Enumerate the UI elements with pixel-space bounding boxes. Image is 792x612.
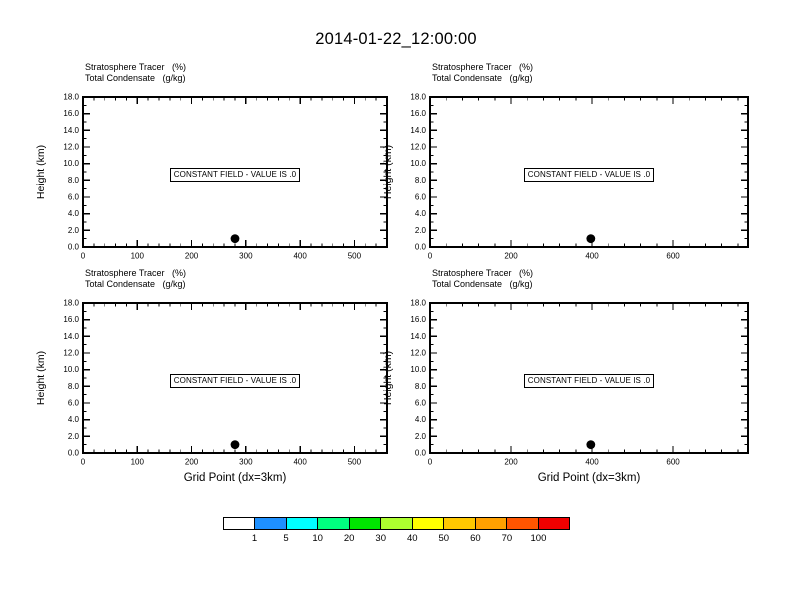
constant-field-label: CONSTANT FIELD - VALUE IS .0 bbox=[524, 168, 654, 182]
y-tick-label: 2.0 bbox=[67, 225, 79, 235]
y-tick-label: 6.0 bbox=[414, 192, 426, 202]
y-tick-label: 16.0 bbox=[63, 109, 79, 119]
data-point-dot bbox=[231, 440, 240, 449]
y-tick-label: 12.0 bbox=[63, 348, 79, 358]
y-tick-label: 8.0 bbox=[414, 381, 426, 391]
y-tick-label: 4.0 bbox=[67, 415, 79, 425]
x-tick-label: 500 bbox=[347, 251, 362, 261]
x-tick-label: 0 bbox=[80, 457, 86, 467]
colorbar-label: 60 bbox=[470, 533, 481, 544]
colorbar-cell bbox=[318, 517, 349, 530]
y-tick-label: 14.0 bbox=[410, 125, 426, 135]
y-tick-label: 2.0 bbox=[67, 431, 79, 441]
x-tick-label: 200 bbox=[504, 457, 518, 467]
x-tick-label: 600 bbox=[666, 457, 680, 467]
y-tick-label: 6.0 bbox=[414, 398, 426, 408]
y-tick-label: 16.0 bbox=[410, 109, 426, 119]
colorbar bbox=[223, 517, 570, 530]
y-tick-label: 14.0 bbox=[63, 125, 79, 135]
y-tick-label: 18.0 bbox=[410, 92, 426, 102]
panel-header bbox=[432, 268, 533, 290]
y-tick-label: 10.0 bbox=[410, 159, 426, 169]
x-tick-label: 400 bbox=[585, 251, 599, 261]
y-tick-label: 18.0 bbox=[63, 298, 79, 308]
y-tick-label: 2.0 bbox=[414, 225, 426, 235]
x-tick-label: 400 bbox=[585, 457, 599, 467]
plot-title: 2014-01-22_12:00:00 bbox=[315, 30, 477, 48]
colorbar-cell bbox=[476, 517, 507, 530]
x-tick-label: 200 bbox=[504, 251, 518, 261]
colorbar-label: 100 bbox=[530, 533, 547, 544]
colorbar-label: 70 bbox=[501, 533, 513, 544]
tracer-label: Stratosphere Tracer (%) bbox=[85, 268, 187, 278]
y-tick-label: 14.0 bbox=[410, 331, 426, 341]
x-tick-label: 400 bbox=[293, 251, 307, 261]
y-tick-label: 8.0 bbox=[414, 175, 426, 185]
colorbar-label: 1 bbox=[251, 533, 258, 544]
y-tick-label: 4.0 bbox=[414, 209, 426, 219]
condensate-label: Total Condensate (g/kg) bbox=[432, 73, 533, 83]
colorbar-cell bbox=[287, 517, 318, 530]
colorbar-label: 20 bbox=[343, 533, 355, 544]
y-axis-title: Height (km) bbox=[35, 144, 47, 200]
tracer-label: Stratosphere Tracer (%) bbox=[432, 268, 534, 278]
constant-field-box bbox=[430, 164, 748, 182]
panel-header bbox=[85, 268, 186, 290]
y-tick-label: 18.0 bbox=[63, 92, 79, 102]
panel-header bbox=[432, 62, 533, 84]
y-tick-label: 12.0 bbox=[410, 348, 426, 358]
y-axis-title: Height (km) bbox=[35, 350, 47, 406]
colorbar-cell bbox=[255, 517, 286, 530]
y-axis-title: Height (km) bbox=[382, 350, 394, 406]
colorbar-cell bbox=[413, 517, 444, 530]
tracer-label: Stratosphere Tracer (%) bbox=[85, 62, 187, 72]
y-tick-label: 10.0 bbox=[63, 365, 79, 375]
y-tick-label: 2.0 bbox=[414, 431, 426, 441]
y-tick-label: 0.0 bbox=[67, 242, 79, 252]
y-tick-label: 0.0 bbox=[414, 448, 426, 458]
data-point-dot bbox=[586, 440, 595, 449]
y-tick-label: 10.0 bbox=[410, 365, 426, 375]
x-tick-label: 500 bbox=[347, 457, 362, 467]
constant-field-label: CONSTANT FIELD - VALUE IS .0 bbox=[170, 374, 300, 388]
colorbar-cell bbox=[350, 517, 381, 530]
colorbar-label: 50 bbox=[438, 533, 450, 544]
x-tick-label: 200 bbox=[184, 251, 199, 261]
x-tick-label: 100 bbox=[130, 251, 144, 261]
colorbar-cell bbox=[223, 517, 255, 530]
constant-field-box bbox=[83, 164, 387, 182]
colorbar-label: 40 bbox=[406, 533, 418, 544]
y-tick-label: 4.0 bbox=[67, 209, 79, 219]
colorbar-cell bbox=[381, 517, 412, 530]
y-tick-label: 6.0 bbox=[67, 398, 79, 408]
y-tick-label: 6.0 bbox=[67, 192, 79, 202]
colorbar-label: 30 bbox=[375, 533, 387, 544]
y-tick-label: 4.0 bbox=[414, 415, 426, 425]
x-tick-label: 0 bbox=[80, 251, 86, 261]
x-axis-title: Grid Point (dx=3km) bbox=[183, 472, 287, 484]
colorbar-label: 10 bbox=[312, 533, 323, 544]
condensate-label: Total Condensate (g/kg) bbox=[85, 279, 186, 289]
data-point-dot bbox=[586, 234, 595, 243]
x-tick-label: 100 bbox=[130, 457, 144, 467]
y-tick-label: 8.0 bbox=[67, 175, 79, 185]
constant-field-label: CONSTANT FIELD - VALUE IS .0 bbox=[170, 168, 300, 182]
x-tick-label: 400 bbox=[293, 457, 307, 467]
panel-header bbox=[85, 62, 186, 84]
constant-field-box bbox=[430, 370, 748, 388]
condensate-label: Total Condensate (g/kg) bbox=[85, 73, 186, 83]
tracer-label: Stratosphere Tracer (%) bbox=[432, 62, 534, 72]
y-tick-label: 0.0 bbox=[67, 448, 79, 458]
colorbar-cell bbox=[539, 517, 570, 530]
y-tick-label: 12.0 bbox=[63, 142, 79, 152]
colorbar-cell bbox=[507, 517, 538, 530]
colorbar-cell bbox=[444, 517, 475, 530]
y-tick-label: 12.0 bbox=[410, 142, 426, 152]
y-tick-label: 0.0 bbox=[414, 242, 426, 252]
y-tick-label: 16.0 bbox=[410, 315, 426, 325]
y-tick-label: 16.0 bbox=[63, 315, 79, 325]
y-tick-label: 14.0 bbox=[63, 331, 79, 341]
y-tick-label: 18.0 bbox=[410, 298, 426, 308]
colorbar-label: 5 bbox=[283, 533, 289, 544]
y-axis-title: Height (km) bbox=[382, 144, 394, 200]
constant-field-label: CONSTANT FIELD - VALUE IS .0 bbox=[524, 374, 654, 388]
x-axis-title: Grid Point (dx=3km) bbox=[537, 472, 641, 484]
x-tick-label: 300 bbox=[239, 457, 253, 467]
y-tick-label: 10.0 bbox=[63, 159, 79, 169]
x-tick-label: 0 bbox=[427, 457, 433, 467]
data-point-dot bbox=[231, 234, 240, 243]
condensate-label: Total Condensate (g/kg) bbox=[432, 279, 533, 289]
constant-field-box bbox=[83, 370, 387, 388]
x-tick-label: 200 bbox=[184, 457, 199, 467]
y-tick-label: 8.0 bbox=[67, 381, 79, 391]
x-tick-label: 300 bbox=[239, 251, 253, 261]
x-tick-label: 600 bbox=[666, 251, 680, 261]
x-tick-label: 0 bbox=[427, 251, 433, 261]
